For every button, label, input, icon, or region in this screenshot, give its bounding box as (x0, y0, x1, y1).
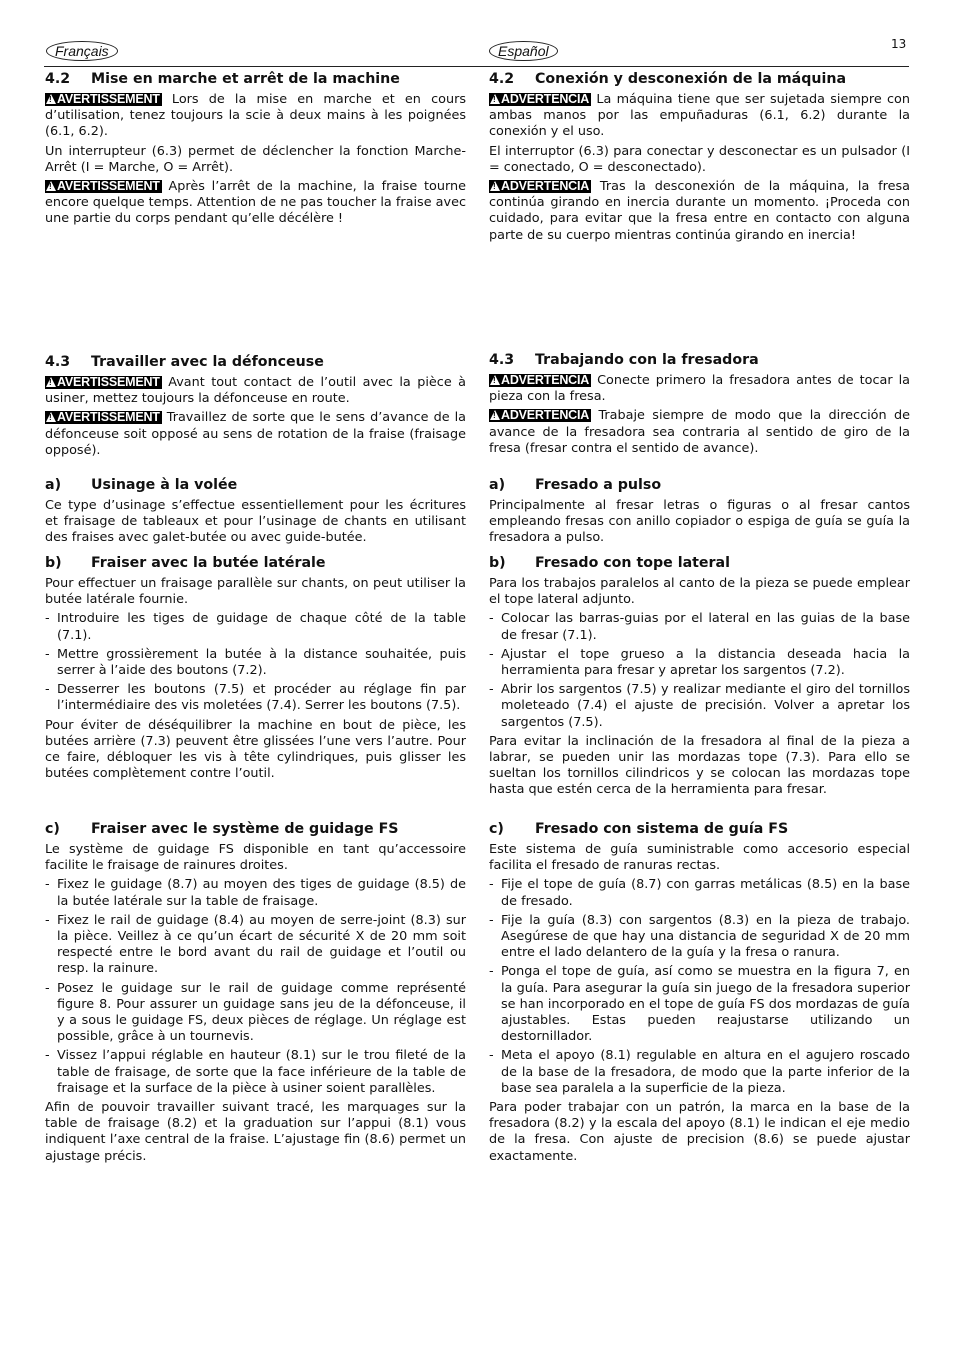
list-item: - Fixez le rail de guidage (8.4) au moyen de serre-joint (8.3) sur la pièce. Veillez à ce qu’un écart de sécurité X de 20 mm soit respecté entre le bord avant du rail de guidage et l’outil ou resp. la rainure. (45, 913, 466, 978)
fr-heading-4-3 (45, 353, 466, 371)
es-section-c (489, 820, 910, 1168)
fr-heading-c (45, 820, 466, 838)
es-heading-number: b) (489, 555, 506, 571)
fr-paragraph: Pour effectuer un fraisage parallèle sur chants, on peut utiliser la butée latérale fournie. (45, 576, 466, 608)
fr-warning-paragraph (45, 179, 466, 228)
fr-heading-number: b) (45, 555, 62, 571)
warning-label (45, 93, 162, 106)
es-paragraph: El interruptor (6.3) para conectar y desconectar es un pulsador (I = conectado, O = desconectado). (489, 143, 910, 175)
fr-warning-paragraph (45, 375, 466, 407)
page-number: 13 (891, 37, 907, 51)
fr-paragraph: Afin de pouvoir travailler suivant tracé, les marquages sur la table de fraisage (8.2) et la graduation sur l’appui (8.1) vous indiquent l’axe central de la fraise. L’ajustage fin (8.6) permet un ajustage précis. (45, 1100, 466, 1164)
warning-label (489, 409, 591, 422)
es-heading-4-2 (489, 70, 910, 88)
list-item: - Ponga el tope de guía, así como se muestra en la figura 7, en la guía. Para asegurar la guía sin juego de la fresadora superior se han incorporado en el tope de guía FS dos mordazas de guía ajustables. Estas pueden reajustarse utilizando un destornillador. (489, 964, 910, 1045)
es-heading-title: Fresado con tope lateral (535, 555, 730, 571)
es-heading-number: 4.2 (489, 71, 515, 87)
warning-triangle-icon (46, 412, 56, 422)
warning-text: Conecte primero la fresadora antes de tocar la pieza con la fresa. (489, 373, 910, 405)
fr-heading-title: Mise en marche et arrêt de la machine (91, 71, 400, 87)
es-heading-title: Trabajando con la fresadora (535, 352, 759, 368)
es-section-4-2 (489, 70, 910, 247)
es-heading-b (489, 554, 910, 572)
warning-label-text: AVERTISSEMENT (57, 92, 160, 106)
warning-triangle-icon (46, 181, 56, 191)
warning-text: Lors de la mise en marche et en cours d’utilisation, tenez toujours la scie à deux mains à les poignées (6.1, 6.2). (45, 92, 466, 140)
fr-heading-title: Fraiser avec la butée latérale (91, 555, 326, 571)
list-item: - Fixez le guidage (8.7) au moyen des tiges de guidage (8.5) de la butée latérale sur la table de fraisage. (45, 877, 466, 909)
es-paragraph: Este sistema de guía suministrable como accesorio especial facilita el fresado de ranuras rectas. (489, 842, 910, 874)
es-paragraph: Para los trabajos paralelos al canto de la pieza se puede emplear el tope lateral adjunto. (489, 576, 910, 608)
list-item: - Fije el tope de guía (8.7) con garras metálicas (8.5) en la base de fresado. (489, 877, 910, 909)
fr-heading-title: Travailler avec la défonceuse (91, 354, 324, 370)
fr-warning-paragraph (45, 410, 466, 459)
list-item: - Meta el apoyo (8.1) regulable en altura en el agujero roscado de la base de la fresadora, de modo que la parte inferior de la base sea paralela a la superficie de la pieza. (489, 1048, 910, 1097)
fr-heading-b (45, 554, 466, 572)
fr-section-b (45, 554, 466, 785)
warning-text: Trabaje siempre de modo que la dirección de avance de la fresadora sea contraria al sentido de giro de la fresa (fresar contra el sentido de avance). (489, 408, 910, 456)
fr-heading-number: c) (45, 821, 60, 837)
es-heading-a (489, 476, 910, 494)
es-heading-c (489, 820, 910, 838)
warning-label (45, 411, 162, 424)
language-badge-spanish: Español (489, 41, 558, 61)
es-heading-number: c) (489, 821, 504, 837)
warning-triangle-icon (490, 375, 500, 385)
list-item: - Introduire les tiges de guidage de chaque côté de la table (7.1). (45, 611, 466, 643)
fr-section-c (45, 820, 466, 1168)
fr-section-a (45, 476, 466, 550)
fr-warning-paragraph (45, 92, 466, 141)
fr-heading-title: Usinage à la volée (91, 477, 238, 493)
warning-triangle-icon (490, 94, 500, 104)
es-warning-paragraph (489, 373, 910, 405)
list-item: - Posez le guidage sur le rail de guidage comme représenté figure 8. Pour assurer un guidage sans jeu de la défonceuse, il y a sous le guidage FS, deux pièces de réglage. Un réglage est possible, grâce à un tournevis. (45, 981, 466, 1046)
warning-text: La máquina tiene que ser sujetada siempre con ambas manos por las empuñaduras (6.1, 6.2) durante la conexión y el uso. (489, 92, 910, 140)
warning-label-text: ADVERTENCIA (501, 373, 590, 387)
warning-text: Tras la desconexión de la máquina, la fresa continúa girando en inercia durante un momento. ¡Proceda con cuidado, para evitar que la fresa entre en contacto con alguna parte de su cuerpo mientras continúa girando en inercia! (489, 179, 910, 243)
es-paragraph: Principalmente al fresar letras o figuras o al fresar cantos empleando fresas con anillo copiador o espiga de guía se guía la fresadora a pulso. (489, 498, 910, 546)
es-heading-number: a) (489, 477, 506, 493)
warning-label (489, 180, 591, 193)
es-heading-4-3 (489, 351, 910, 369)
warning-label-text: AVERTISSEMENT (57, 410, 160, 425)
fr-paragraph: Ce type d’usinage s’effectue essentiellement pour les écritures et fraisage de tableaux et pour l’usinage de chants en utilisant des fraises avec galet-butée ou avec guide-butée. (45, 498, 466, 546)
es-section-4-3 (489, 351, 910, 460)
fr-heading-4-2 (45, 70, 466, 88)
fr-heading-number: a) (45, 477, 62, 493)
warning-label (45, 180, 162, 193)
warning-text: Avant tout contact de l’outil avec la pièce à usiner, mettez toujours la défonceuse en route. (45, 375, 466, 407)
warning-label-text: ADVERTENCIA (501, 408, 590, 423)
warning-triangle-icon (46, 94, 56, 104)
language-badge-french: Français (46, 41, 118, 61)
list-item: - Mettre grossièrement la butée à la distance souhaitée, puis serrer à l’aide des boutons (7.2). (45, 647, 466, 679)
warning-triangle-icon (490, 410, 500, 420)
warning-text: Travaillez de sorte que le sens d’avance de la défonceuse soit opposé au sens de rotation de la fraise (fraisage opposé). (45, 410, 466, 458)
warning-label-text: ADVERTENCIA (501, 179, 590, 194)
fr-section-4-3 (45, 353, 466, 462)
warning-label (45, 376, 162, 389)
es-paragraph: Para evitar la inclinación de la fresadora al final de la pieza a labrar, se pueden unir las mordazas tope (7.3). Para ello se sueltan los tornillos cilindricos y se colocan las mordazas tope hasta que estén cerca de la herramienta para fresar. (489, 733, 910, 798)
warning-text: Après l’arrêt de la machine, la fraise tourne encore quelque temps. Attention de ne pas toucher la fraise avec une partie du corps pendant qu’elle décélère ! (45, 179, 466, 227)
fr-heading-number: 4.3 (45, 354, 71, 370)
list-item: - Vissez l’appui réglable en hauteur (8.1) sur le trou fileté de la table de fraisage, de sorte que la face inférieure de la table de fraisage et la surface de la pièce à usiner soient parallèles. (45, 1048, 466, 1097)
warning-triangle-icon (490, 181, 500, 191)
fr-paragraph: Le système de guidage FS disponible en tant qu’accessoire facilite le fraisage de rainures droites. (45, 842, 466, 874)
list-item: - Fije la guía (8.3) con sargentos (8.3) en la pieza de trabajo. Asegúrese de que hay una distancia de seguridad X de 20 mm entre el lado delantero de la guía y la fresa o ranura. (489, 913, 910, 962)
fr-heading-title: Fraiser avec le système de guidage FS (91, 821, 399, 837)
warning-label (489, 374, 591, 387)
es-section-b (489, 554, 910, 802)
warning-label-text: AVERTISSEMENT (57, 375, 160, 389)
es-warning-paragraph (489, 92, 910, 141)
es-heading-number: 4.3 (489, 352, 515, 368)
es-heading-title: Conexión y desconexión de la máquina (535, 71, 847, 87)
fr-heading-number: 4.2 (45, 71, 71, 87)
list-item: - Abrir los sargentos (7.5) y realizar mediante el giro del tornillos moleteado (7.4) el ajuste de precisión. Volver a apretar los sargentos (7.5). (489, 682, 910, 731)
warning-label-text: ADVERTENCIA (501, 92, 590, 106)
es-heading-title: Fresado con sistema de guía FS (535, 821, 789, 837)
warning-label-text: AVERTISSEMENT (57, 179, 160, 194)
fr-heading-a (45, 476, 466, 494)
list-item: - Colocar las barras-guias por el lateral en las guias de la base de fresar (7.1). (489, 611, 910, 643)
warning-label (489, 93, 591, 106)
es-paragraph: Para poder trabajar con un patrón, la marca en la base de la fresadora (8.2) y la escala del apoyo (8.1) le indican el eje medio de la fresa. Con ajuste de precision (8.6) se puede ajustar exactamente. (489, 1100, 910, 1164)
es-warning-paragraph (489, 179, 910, 244)
header-rule (44, 66, 909, 67)
es-heading-title: Fresado a pulso (535, 477, 662, 493)
fr-paragraph: Pour éviter de déséquilibrer la machine en bout de pièce, les butées arrière (7.3) peuvent être glissées l’une vers l’autre. Pour ce faire, débloquer les vis à tête cylindriques, puis glisser les butées complètement contre l’outil. (45, 717, 466, 782)
list-item: - Desserrer les boutons (7.5) et procéder au réglage fin par l’intermédiaire des vis moletées (7.4). Serrer les boutons (7.5). (45, 682, 466, 714)
list-item: - Ajustar el tope grueso a la distancia deseada hacia la herramienta para fresar y apretar los sargentos (7.2). (489, 647, 910, 679)
es-warning-paragraph (489, 408, 910, 457)
fr-section-4-2 (45, 70, 466, 231)
fr-paragraph: Un interrupteur (6.3) permet de déclencher la fonction Marche-Arrêt (I = Marche, O = Arrêt). (45, 143, 466, 175)
warning-triangle-icon (46, 377, 56, 387)
es-section-a (489, 476, 910, 550)
